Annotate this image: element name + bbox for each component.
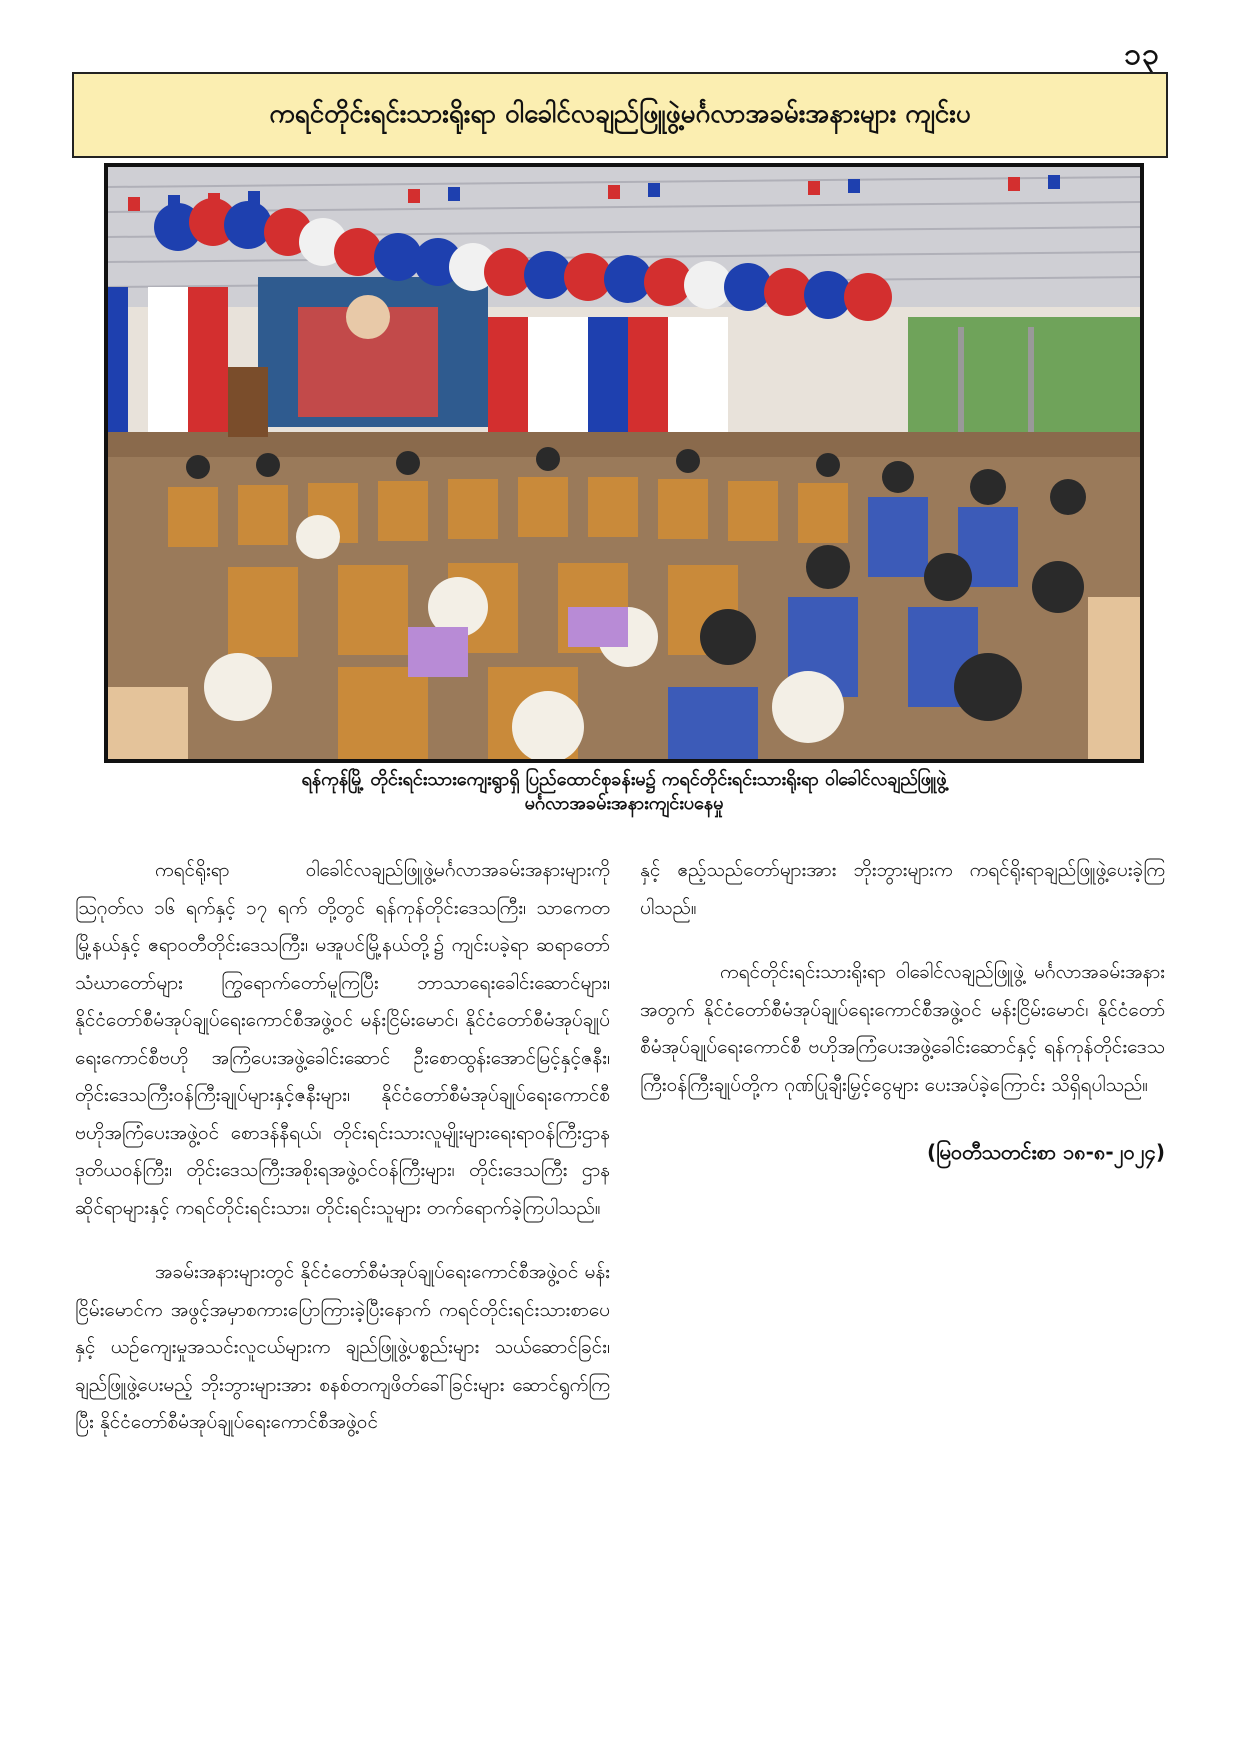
body-paragraph: အခမ်းအနားများတွင် နိုင်ငံတော်စီမံအုပ်ချုပ်ရေးကောင်စီအဖွဲ့ဝင် မန်းငြိမ်းမောင်က အဖွင့်အမှာစကားပြောကြားခဲ့ပြီးနောက် ကရင်တိုင်းရင်းသားစာပေနှင့် ယဉ်ကျေးမှုအသင်းလူငယ်များက ချည်ဖြူဖွဲ့ပစ္စည်းများ သယ်ဆောင်ခြင်း၊ ချည်ဖြူဖွဲ့ပေးမည့် ဘိုးဘွားများအား စနစ်တကျဖိတ်ခေါ်ခြင်းများ ဆောင်ရွက်ကြပြီး နိုင်ငံတော်စီမံအုပ်ချုပ်ရေးကောင်စီအဖွဲ့ဝင် xyxy=(75,1261,610,1433)
headline-box xyxy=(72,72,1168,158)
body-paragraph: နှင့် ဧည့်သည်တော်များအား ဘိုးဘွားများက ကရင်ရိုးရာချည်ဖြူဖွဲ့ပေးခဲ့ကြပါသည်။ xyxy=(640,859,1165,919)
news-photo xyxy=(104,163,1144,763)
caption-line-2: မင်္ဂလာအခမ်းအနားကျင်းပနေမှု xyxy=(524,793,724,814)
photo-caption xyxy=(104,768,1144,816)
ceremony-photo-illustration xyxy=(108,167,1140,759)
right-column xyxy=(640,852,1165,1172)
body-paragraph: ကရင်ရိုးရာ ဝါခေါင်လချည်ဖြူဖွဲ့မင်္ဂလာအခမ်းအနားများကို ဩဂုတ်လ ၁၆ ရက်နှင့် ၁၇ ရက် တို့တွင် ရန်ကုန်တိုင်းဒေသကြီး၊ သာကေတမြို့နယ်နှင့် ဧရာဝတီတိုင်းဒေသကြီး၊ မအူပင်မြို့နယ်တို့၌ ကျင်းပခဲ့ရာ ဆရာတော်သံဃာတော်များ ကြွရောက်တော်မူကြပြီး ဘာသာရေးခေါင်းဆောင်များ၊ နိုင်ငံတော်စီမံအုပ်ချုပ်ရေးကောင်စီအဖွဲ့ဝင် မန်းငြိမ်းမောင်၊ နိုင်ငံတော်စီမံအုပ်ချုပ်ရေးကောင်စီဗဟို အကြံပေးအဖွဲ့ခေါင်းဆောင် ဦးစောထွန်းအောင်မြင့်နှင့်ဇနီး၊ တိုင်းဒေသကြီးဝန်ကြီးချုပ်များနှင့်ဇနီးများ၊ နိုင်ငံတော်စီမံအုပ်ချုပ်ရေးကောင်စီဗဟိုအကြံပေးအဖွဲ့ဝင် စောဒန်နီရယ်၊ တိုင်းရင်းသားလူမျိုးများရေးရာဝန်ကြီးဌာန ဒုတိယဝန်ကြီး၊ တိုင်းဒေသကြီးအစိုးရအဖွဲ့ဝင်ဝန်ကြီးများ၊ တိုင်းဒေသကြီး ဌာနဆိုင်ရာများနှင့် ကရင်တိုင်းရင်းသား၊ တိုင်းရင်းသူများ တက်ရောက်ခဲ့ကြပါသည်။ xyxy=(75,859,610,1219)
page-number: ၁၃ xyxy=(1124,37,1160,72)
body-paragraph: ကရင်တိုင်းရင်းသားရိုးရာ ဝါခေါင်လချည်ဖြူဖွဲ့ မင်္ဂလာအခမ်းအနားအတွက် နိုင်ငံတော်စီမံအုပ်ချုပ်ရေးကောင်စီအဖွဲ့ဝင် မန်းငြိမ်းမောင်၊ နိုင်ငံတော်စီမံအုပ်ချုပ်ရေးကောင်စီ ဗဟိုအကြံပေးအဖွဲ့ခေါင်းဆောင်နှင့် ရန်ကုန်တိုင်းဒေသကြီးဝန်ကြီးချုပ်တို့က ဂုဏ်ပြုချီးမြှင့်ငွေများ ပေးအပ်ခဲ့ကြောင်း သိရှိရပါသည်။ xyxy=(640,961,1165,1096)
caption-line-1: ရန်ကုန်မြို့ တိုင်းရင်းသားကျေးရွာရှိ ပြည်ထောင်စုခန်းမ၌ ကရင်တိုင်းရင်းသားရိုးရာ ဝါခေါင်လချည်ဖြူဖွဲ့ xyxy=(301,769,947,790)
left-column xyxy=(75,852,610,1469)
headline: ကရင်တိုင်းရင်းသားရိုးရာ ဝါခေါင်လချည်ဖြူဖွဲ့မင်္ဂလာအခမ်းအနားများ ကျင်းပ xyxy=(269,98,971,129)
source-credit: (မြဝတီသတင်းစာ ၁၈-၈-၂၀၂၄) xyxy=(926,1140,1165,1164)
